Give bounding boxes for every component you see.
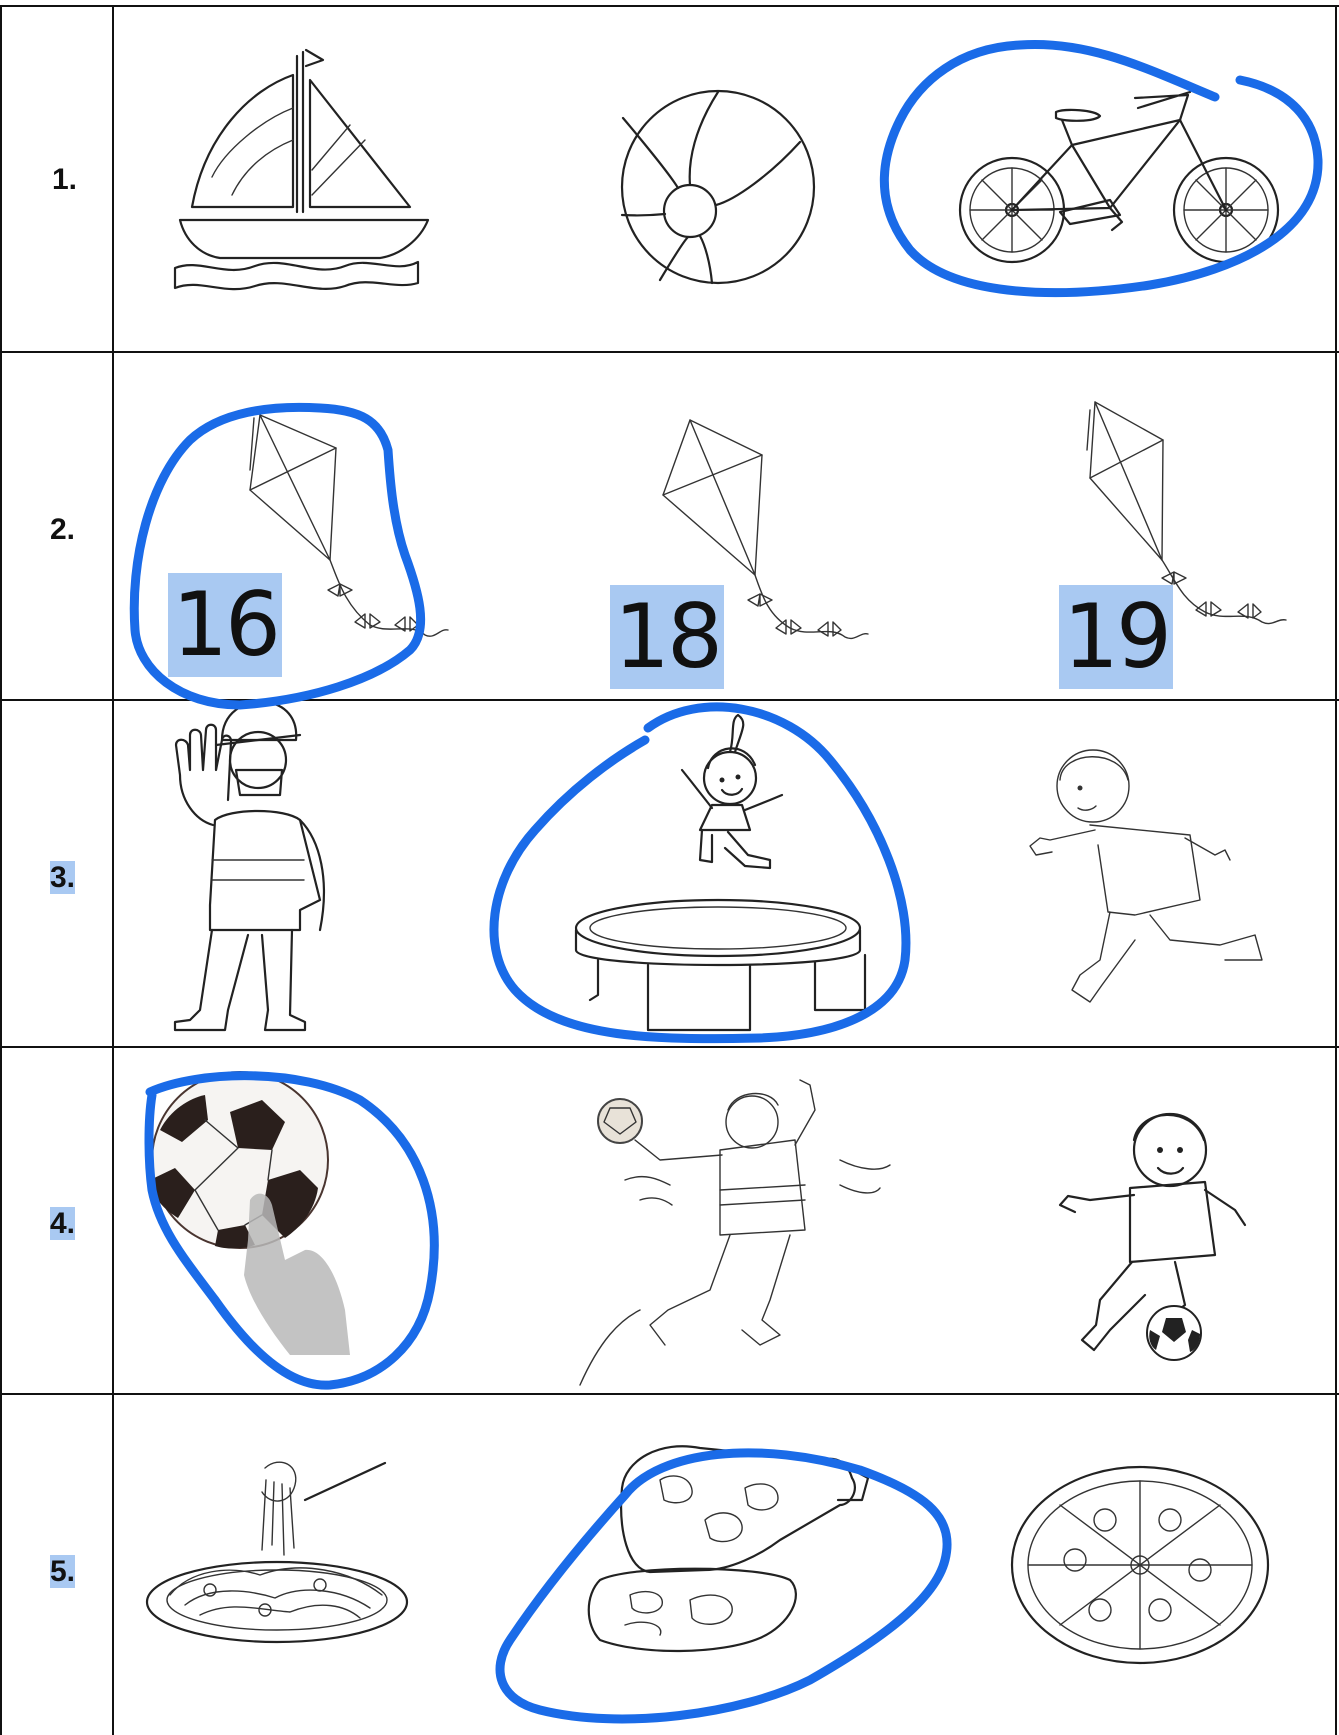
girl-trampoline-icon	[576, 715, 865, 1030]
handball-player-icon	[580, 1080, 890, 1385]
boy-kicking-ball-icon	[1060, 1114, 1245, 1360]
label-18: 18	[610, 585, 724, 689]
label-16: 16	[168, 573, 282, 677]
kite-icon-18	[663, 420, 868, 638]
row-number-2: 2.	[50, 513, 76, 546]
soccer-ball-hand-icon	[150, 1072, 350, 1355]
bicycle-icon	[960, 92, 1278, 262]
crossing-guard-icon	[175, 702, 324, 1030]
beach-ball-icon	[622, 91, 814, 283]
pizza-icon	[1012, 1467, 1268, 1663]
row-number-1: 1.	[52, 163, 78, 196]
spaghetti-icon	[147, 1462, 407, 1642]
row-number-3: 3.	[50, 861, 76, 894]
sailboat-icon	[175, 50, 428, 289]
circle-mark-row3	[494, 707, 906, 1039]
ham-icon	[589, 1446, 868, 1651]
running-boy-icon	[1030, 750, 1262, 1002]
circle-mark-row5	[500, 1453, 947, 1719]
label-19: 19	[1059, 585, 1173, 689]
circle-mark-row1	[884, 44, 1318, 292]
kite-icon-19	[1087, 402, 1286, 624]
row-number-4: 4.	[50, 1207, 76, 1240]
row-number-5: 5.	[50, 1555, 76, 1588]
